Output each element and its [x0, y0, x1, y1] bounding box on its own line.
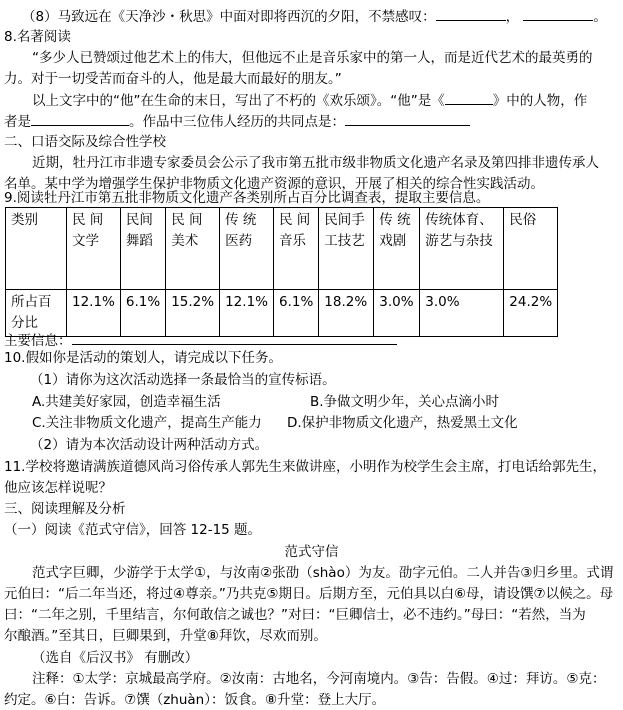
table-cell: 传统体育、游艺与杂技 — [420, 208, 504, 290]
table-cell: 民 间音乐 — [273, 208, 318, 290]
table-cell: 所占百分比 — [6, 290, 67, 337]
q11-line-2: 他应该怎样说呢？ — [4, 480, 112, 496]
q10-text: 10.假如你是活动的策划人，请完成以下任务。 — [4, 350, 282, 366]
common-point-blank[interactable] — [345, 111, 470, 126]
passage-line: 尔酿酒。”至其日，巨卿果到，升堂⑧拜饮，尽欢而别。 — [4, 628, 327, 644]
q8-question-line-1 — [32, 90, 587, 110]
book-title-blank[interactable] — [445, 90, 493, 105]
table-cell: 类别 — [6, 208, 67, 290]
table-cell: 12.1% — [67, 290, 121, 337]
main-info-line — [4, 330, 397, 350]
table-cell: 民 间文学 — [67, 208, 121, 290]
passage-source: （选自《后汉书》 有删改） — [32, 650, 199, 666]
passage-line: 范式字巨卿，少游学于太学①，与汝南②张劭（shào）为友。劭字元伯。二人并告③归乡里。式谓 — [32, 565, 614, 581]
q8-sub-question — [22, 6, 607, 26]
passage-line: 曰：“二年之别，千里结言，尔何敢信之诚也？”对曰：“巨卿信士，必不违约。”母曰：“若然，当为 — [4, 607, 586, 623]
passage-line: 元伯曰：“后二年当还，将过④尊亲。”乃共克⑤期日。后期方至，元伯具以白⑥母，请设馔⑦以候之。母 — [4, 586, 614, 602]
section3-title: 三、阅读理解及分析 — [4, 501, 126, 517]
q8-text-d: 。作品中三位伟人经历的共同点是： — [129, 114, 345, 130]
table-cell: 民间手工技艺 — [319, 208, 374, 290]
table-cell: 24.2% — [504, 290, 558, 337]
section3-sub: （一）阅读《范式守信》，回答 12-15 题。 — [4, 522, 262, 538]
table-cell: 传 统医药 — [220, 208, 274, 290]
q10-2-text: （2）请为本次活动设计两种活动方式。 — [30, 437, 269, 453]
main-info-label: 主要信息： — [4, 333, 72, 349]
option-a[interactable]: A.共建美好家园，创造幸福生活 — [32, 394, 221, 410]
table-cell: 民 间美术 — [166, 208, 220, 290]
answer-blank-1[interactable] — [436, 6, 506, 21]
table-cell: 传 统戏剧 — [374, 208, 420, 290]
option-d[interactable]: D.保护非物质文化遗产，热爱黑土文化 — [287, 415, 518, 431]
option-b[interactable]: B.争做文明少年，关心点滴小时 — [310, 394, 500, 410]
end: 。 — [593, 9, 607, 25]
table-cell: 6.1% — [273, 290, 318, 337]
sep: ， — [505, 9, 520, 25]
q10-1-text: （1）请你为这次活动选择一条最恰当的宣传标语。 — [30, 372, 336, 388]
table-header-row — [6, 208, 558, 290]
table-cell: 18.2% — [319, 290, 374, 337]
q8-text-c: 者是 — [4, 114, 31, 130]
quote-line-1: “多少人已赞颂过他艺术上的伟大，但他远不止是音乐家中的第一人，而是近代艺术的最英勇的 — [32, 50, 593, 66]
q8-text-a: 以上文字中的“他”在生命的末日，写出了不朽的《欢乐颂》。“他”是《 — [32, 93, 445, 109]
table-cell: 3.0% — [374, 290, 420, 337]
q8-title: 8.名著阅读 — [4, 29, 71, 45]
table-cell: 12.1% — [220, 290, 274, 337]
table-cell: 15.2% — [166, 290, 220, 337]
main-info-blank[interactable] — [72, 330, 397, 345]
option-c[interactable]: C.关注非物质文化遗产，提高生产能力 — [32, 415, 262, 431]
table-cell: 民间舞蹈 — [120, 208, 165, 290]
author-blank[interactable] — [31, 111, 129, 126]
passage-title: 范式守信 — [284, 544, 339, 560]
intro-line-1: 近期，牡丹江市非遗专家委员会公示了我市第五批市级非物质文化遗产名录及第四排非遗传承人 — [32, 155, 599, 171]
q9-text: 9.阅读牡丹江市第五批非物质文化遗产各类别所占百分比调查表，提取主要信息。 — [4, 190, 490, 206]
q8-sub-text: （8）马致远在《天净沙・秋思》中面对即将西沉的夕阳，不禁感叹： — [22, 9, 436, 25]
q8-text-b: 》中的人物，作 — [492, 93, 588, 109]
quote-line-2: 力。对于一切受苦而奋斗的人，他是最大而最好的朋友。” — [4, 71, 342, 87]
section2-title: 二、口语交际及综合性学校 — [4, 134, 166, 150]
table-cell: 民俗 — [504, 208, 558, 290]
answer-blank-2[interactable] — [523, 6, 593, 21]
heritage-table — [5, 207, 558, 337]
q11-line-1: 11.学校将邀请满族道德风尚习俗传承人郭先生来做讲座，小明作为校学生会主席，打电话给郭先生， — [4, 459, 606, 475]
table-cell: 6.1% — [120, 290, 165, 337]
notes-line-2: 约定。⑥白：告诉。⑦馔（zhuàn）：饭食。⑧升堂：登上大厅。 — [4, 692, 386, 708]
table-cell: 3.0% — [420, 290, 504, 337]
intro-line-2: 名单。某中学为增强学生保护非物质文化遗产资源的意识，开展了相关的综合性实践活动。 — [4, 176, 544, 192]
notes-line-1: 注释：①太学：京城最高学府。②汝南：古地名，今河南境内。③告：告假。④过：拜访。⑤克： — [32, 671, 606, 687]
q8-question-line-2 — [4, 111, 470, 131]
